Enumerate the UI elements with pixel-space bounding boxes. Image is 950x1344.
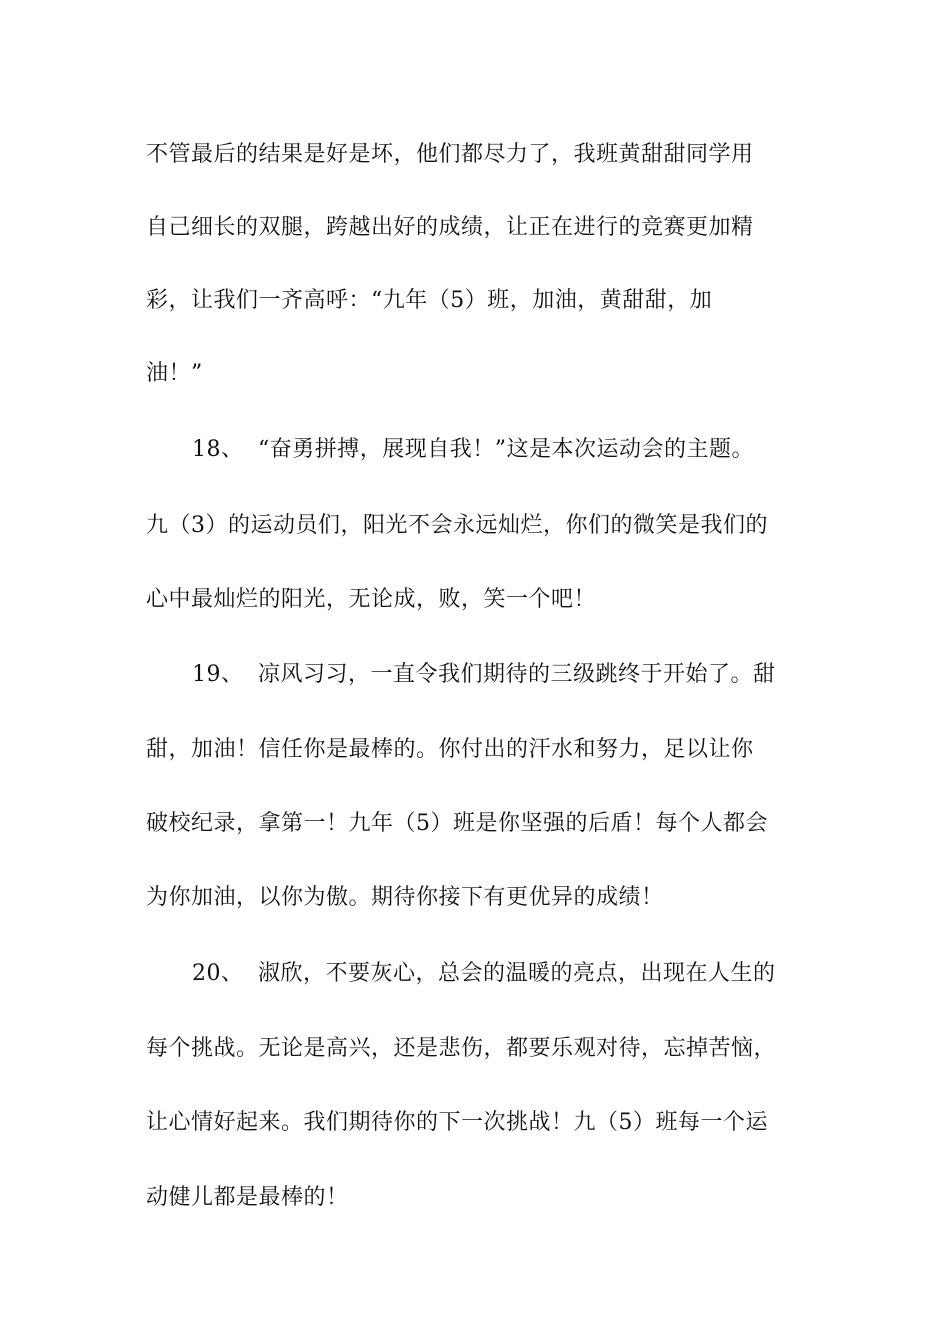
item-number: 20、	[192, 961, 244, 986]
text-line: 自己细长的双腿，跨越出好的成绩，让正在进行的竞赛更加精	[146, 215, 754, 240]
text-line: 不管最后的结果是好是坏，他们都尽力了，我班黄甜甜同学用	[146, 142, 754, 167]
item-number: 18、	[192, 437, 244, 462]
paragraph-first-line	[192, 660, 776, 690]
text-line: 九（3）的运动员们，阳光不会永远灿烂，你们的微笑是我们的	[146, 513, 768, 538]
text-line: 为你加油，以你为傲。期待你接下有更优异的成绩！	[146, 885, 664, 910]
text-line: 破校纪录，拿第一！九年（5）班是你坚强的后盾！每个人都会	[146, 811, 768, 836]
text-line: “奋勇拼搏，展现自我！”这是本次运动会的主题。	[258, 437, 754, 462]
text-line: 每个挑战。无论是高兴，还是悲伤，都要乐观对待，忘掉苦恼，	[146, 1036, 777, 1061]
item-number: 19、	[192, 662, 244, 687]
text-line: 动健儿都是最棒的！	[146, 1185, 349, 1210]
text-line: 淑欣，不要灰心，总会的温暖的亮点，出现在人生的	[258, 961, 776, 986]
text-line: 彩，让我们一齐高呼：“九年（5）班，加油，黄甜甜，加	[146, 288, 713, 313]
text-line: 让心情好起来。我们期待你的下一次挑战！九（5）班每一个运	[146, 1110, 768, 1135]
paragraph-first-line	[192, 959, 776, 989]
paragraph-first-line	[192, 435, 754, 465]
text-line: 凉风习习，一直令我们期待的三级跳终于开始了。甜	[258, 662, 776, 687]
text-line: 甜，加油！信任你是最棒的。你付出的汗水和努力，足以让你	[146, 737, 754, 762]
text-line: 心中最灿烂的阳光，无论成，败，笑一个吧！	[146, 587, 597, 612]
text-line: 油！”	[146, 361, 203, 386]
